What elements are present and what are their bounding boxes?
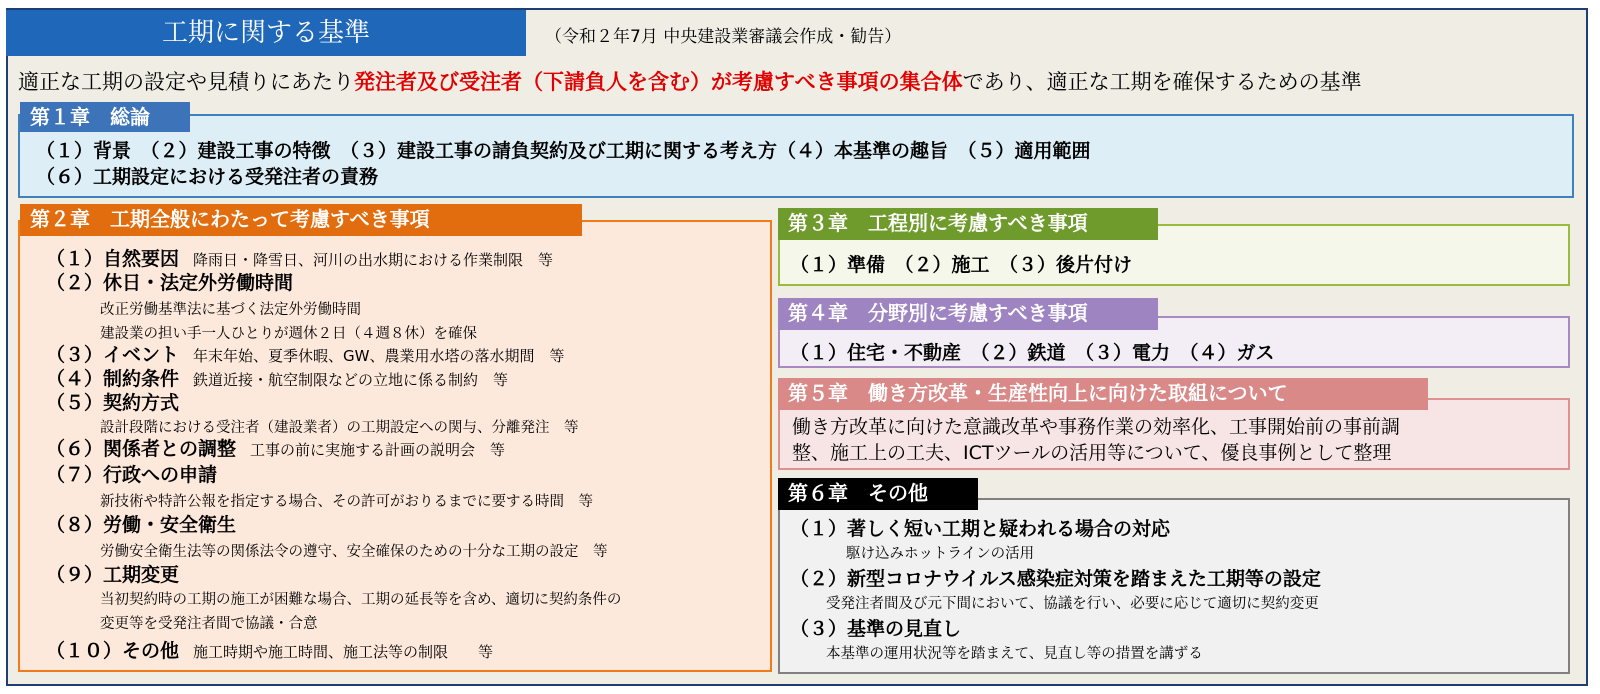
- chapter2-item2-sub1: 改正労働基準法に基づく法定外労働時間: [100, 302, 361, 318]
- lead-sentence: [18, 66, 1362, 96]
- item-note: 鉄道近接・航空制限などの立地に係る制約 等: [193, 371, 509, 389]
- item-note: 工事の前に実施する計画の説明会 等: [250, 441, 506, 459]
- chapter2-item8-sub1: 労働安全衛生法等の関係法令の遵守、安全確保のための十分な工期の設定 等: [100, 544, 608, 560]
- chapter6-item2-note: 受発注者間及び元下間において、協議を行い、必要に応じて適切に契約変更: [826, 596, 1319, 612]
- chapter2-item1: [46, 244, 553, 271]
- chapter1-line1: （１）背景 （２）建設工事の特徴 （３）建設工事の請負契約及び工期に関する考え方（４）本基準の趣旨 （５）適用範囲: [36, 140, 1091, 162]
- item-note: 施工時期や施工時間、施工法等の制限 等: [193, 643, 494, 661]
- item-head: （１０）その他: [46, 640, 180, 662]
- chapter5-line1: 働き方改革に向けた意識改革や事務作業の効率化、工事開始前の事前調: [792, 416, 1401, 438]
- chapter2-item7-sub1: 新技術や特許公報を指定する場合、その許可がおりるまでに要する時間 等: [100, 494, 593, 510]
- chapter2-item4: [46, 364, 508, 391]
- chapter2-title: 第２章 工期全般にわたって考慮すべき事項: [20, 204, 582, 236]
- chapter6-item2-head: （２）新型コロナウイルス感染症対策を踏まえた工期等の設定: [790, 568, 1321, 590]
- item-head: （６）関係者との調整: [46, 438, 237, 460]
- chapter6-item1-note: 駆け込みホットラインの活用: [846, 546, 1035, 562]
- item-head: （３）イベント: [46, 344, 180, 366]
- chapter2-item9: [46, 560, 179, 587]
- chapter1-line2: （６）工期設定における受発注者の責務: [36, 166, 379, 188]
- chapter6-item3-note: 本基準の運用状況等を踏まえて、見直し等の措置を講ずる: [826, 646, 1203, 662]
- chapter2-item2: [46, 268, 293, 295]
- item-head: （５）契約方式: [46, 392, 180, 414]
- chapter2-item2-sub2: 建設業の担い手一人ひとりが週休２日（４週８休）を確保: [100, 326, 477, 342]
- chapter6-title: 第６章 その他: [778, 478, 978, 510]
- chapter2-item8: [46, 510, 236, 537]
- item-note: 降雨日・降雪日、河川の出水期における作業制限 等: [193, 251, 554, 269]
- chapter2-item9-sub1: 当初契約時の工期の施工が困難な場合、工期の延長等を含め、適切に契約条件の: [100, 592, 622, 608]
- chapter2-item5-sub1: 設計段階における受注者（建設業者）の工期設定への関与、分離発注 等: [100, 420, 579, 436]
- chapter5-line2: 整、施工上の工夫、ICTツールの活用等について、優良事例として整理: [792, 442, 1392, 464]
- chapter2-item10: [46, 636, 493, 663]
- chapter6-item1-head: （１）著しく短い工期と疑われる場合の対応: [790, 518, 1171, 540]
- chapter2-item6: [46, 434, 505, 461]
- page-subtitle: （令和２年7月 中央建設業審議会作成・勧告）: [545, 27, 902, 47]
- item-head: （２）休日・法定外労働時間: [46, 272, 294, 294]
- chapter2-item3: [46, 340, 564, 367]
- item-head: （８）労働・安全衛生: [46, 514, 237, 536]
- item-note: 年末年始、夏季休暇、GW、農業用水塔の落水期間 等: [193, 347, 565, 365]
- chapter6-item3-head: （３）基準の見直し: [790, 618, 962, 640]
- lead-post: であり、適正な工期を確保するための基準: [962, 70, 1362, 94]
- item-head: （９）工期変更: [46, 564, 180, 586]
- chapter2-item5: [46, 388, 179, 415]
- item-head: （４）制約条件: [46, 368, 180, 390]
- chapter2-item9-sub2: 変更等を受発注者間で協議・合意: [100, 616, 318, 632]
- page-title: 工期に関する基準: [6, 10, 526, 56]
- lead-emphasis: 発注者及び受注者（下請負人を含む）が考慮すべき事項の集合体: [354, 70, 963, 94]
- lead-pre: 適正な工期の設定や見積りにあたり: [18, 70, 354, 94]
- item-head: （１）自然要因: [46, 248, 180, 270]
- item-head: （７）行政への申請: [46, 464, 218, 486]
- chapter3-line: （１）準備 （２）施工 （３）後片付け: [790, 254, 1133, 276]
- chapter1-title: 第１章 総論: [20, 102, 190, 132]
- chapter2-item7: [46, 460, 217, 487]
- chapter4-line: （１）住宅・不動産 （２）鉄道 （３）電力 （４）ガス: [790, 342, 1275, 364]
- chapter5-title: 第５章 働き方改革・生産性向上に向けた取組について: [778, 378, 1428, 410]
- chapter3-title: 第３章 工程別に考慮すべき事項: [778, 208, 1158, 240]
- chapter4-title: 第４章 分野別に考慮すべき事項: [778, 298, 1158, 330]
